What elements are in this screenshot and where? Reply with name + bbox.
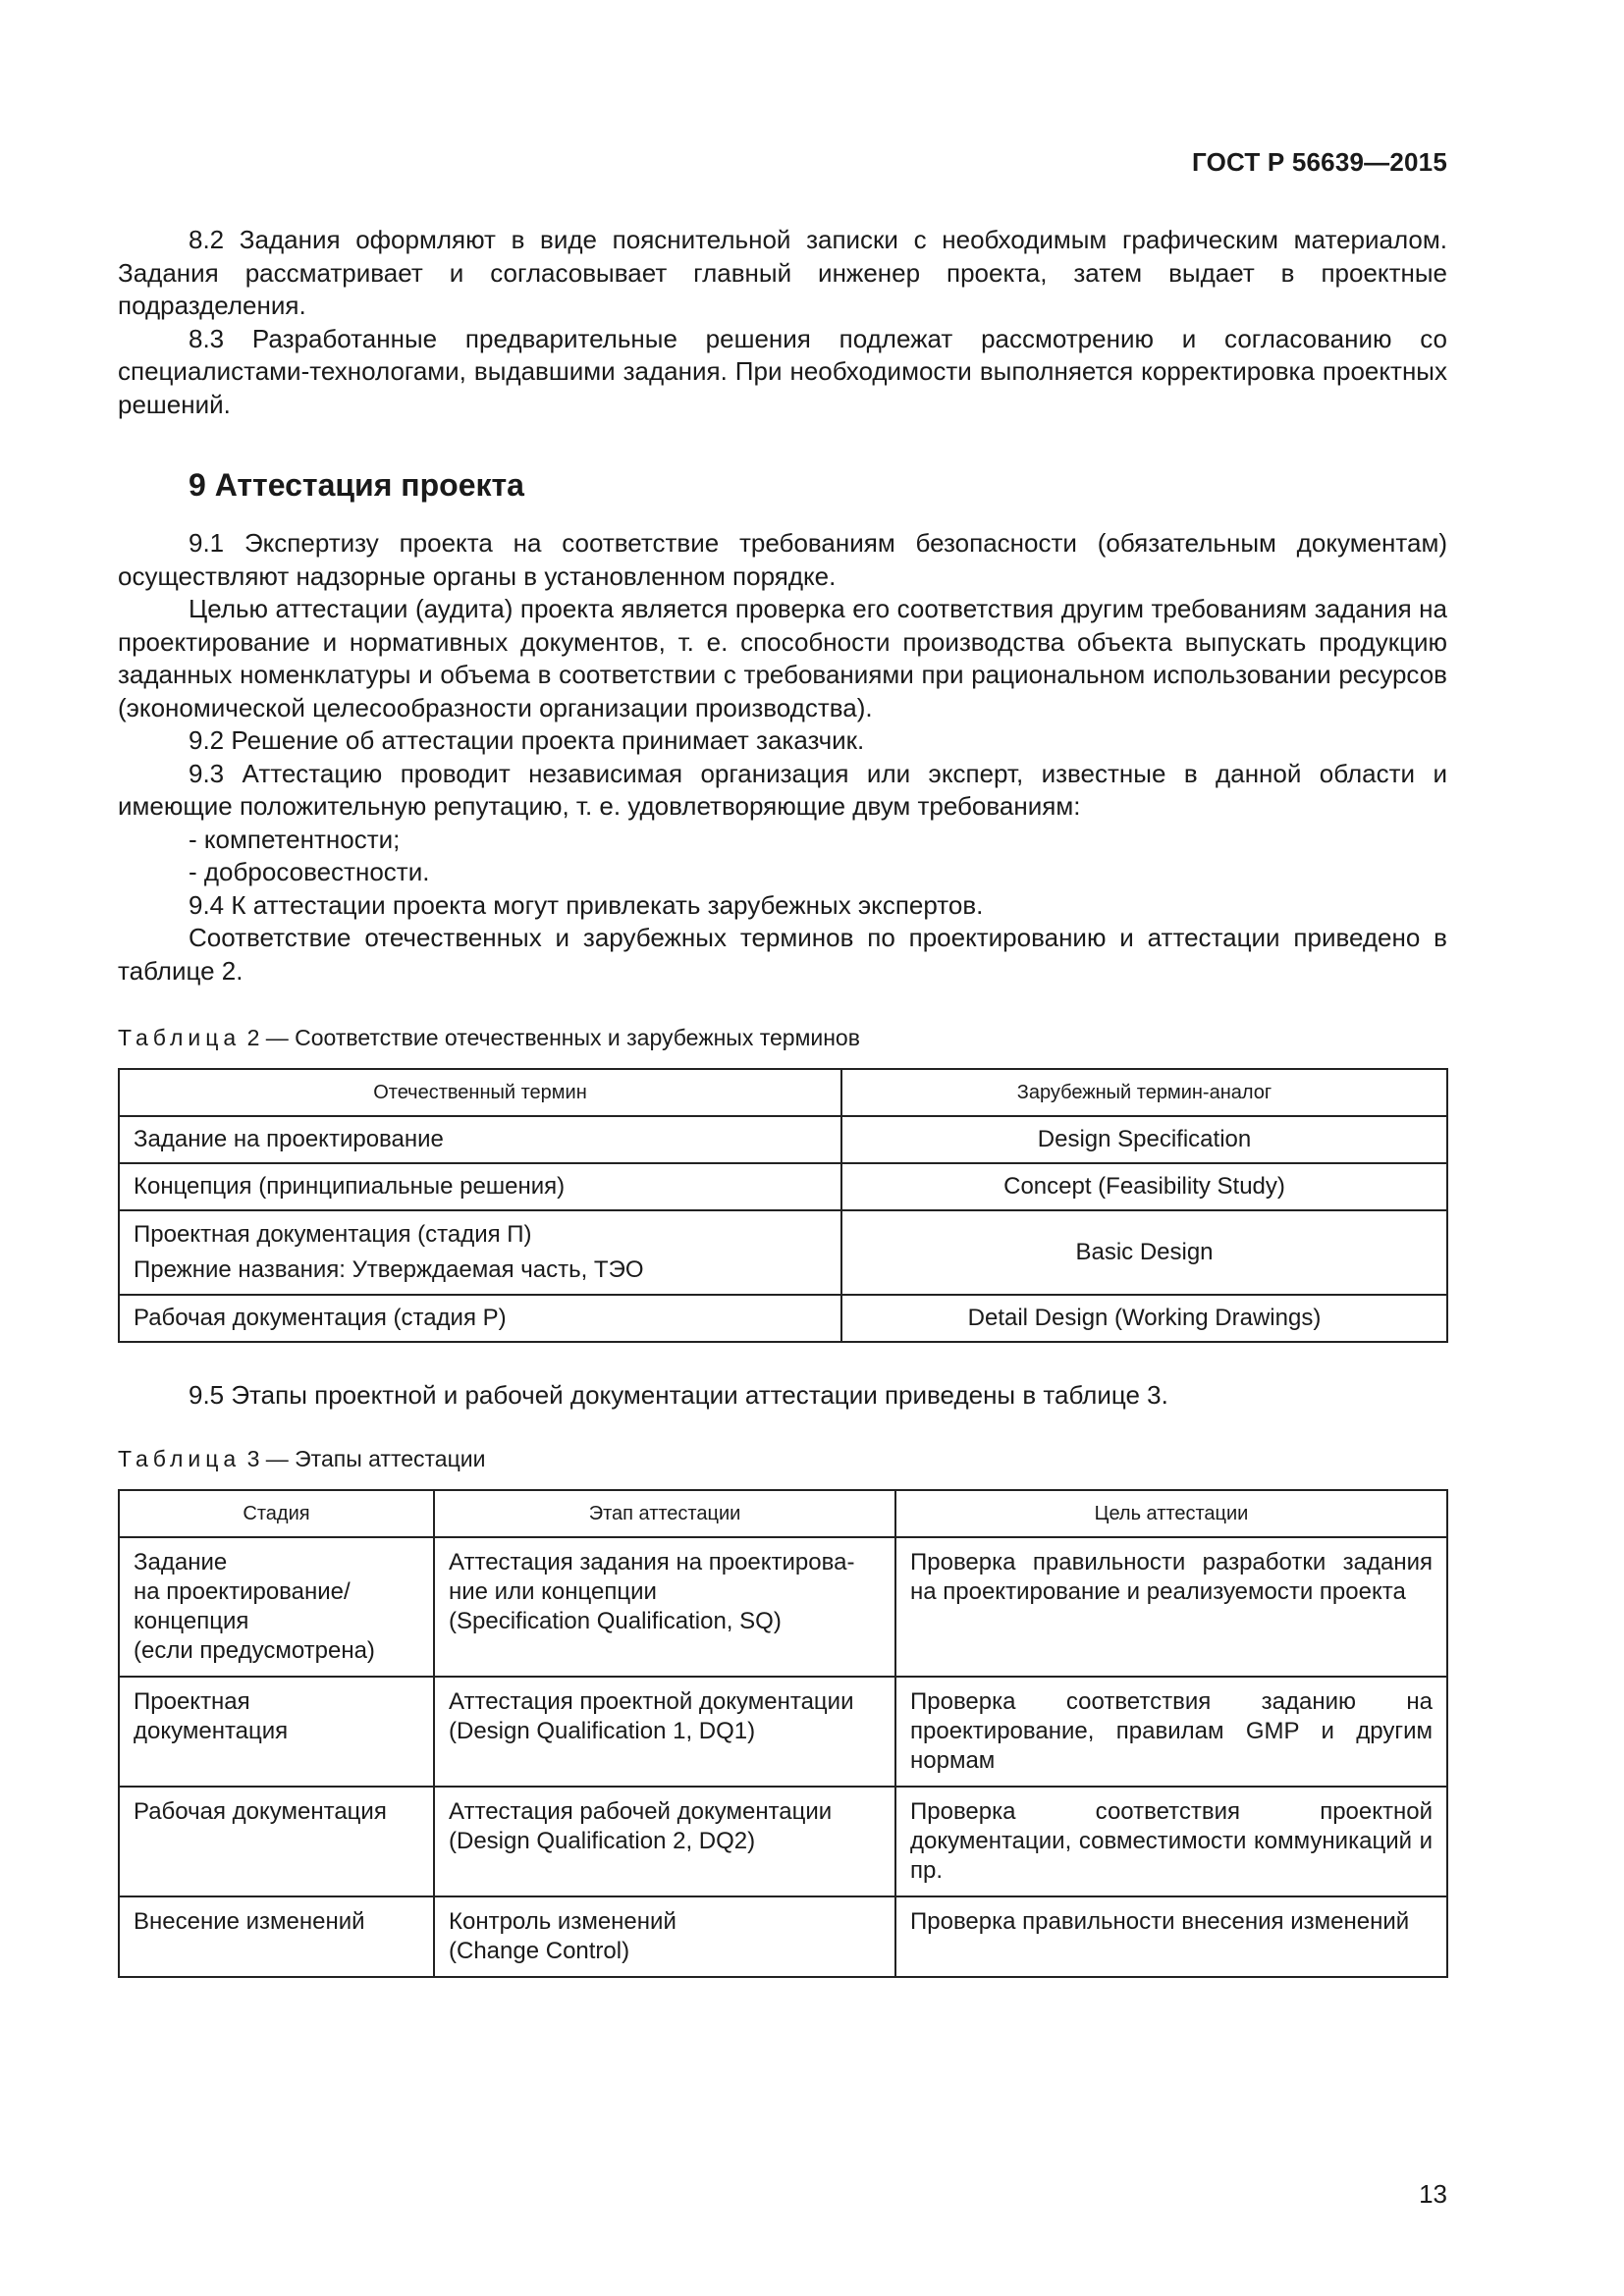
table-cell: Проверка правильности разработки задания на проектирование и реализуемости проекта xyxy=(895,1537,1447,1677)
table-cell: Концепция (принципиальные решения) xyxy=(119,1163,841,1210)
table-cell: Задание на проектирование xyxy=(119,1116,841,1163)
table-row xyxy=(119,1210,1447,1295)
paragraph-9-3: 9.3 Аттестацию проводит независимая организация или эксперт, известные в данной области и имеющие положительную репутацию, т. е. удовлетворяющие двум требованиям: xyxy=(118,758,1447,821)
paragraph-table-2-reference: Соответствие отечественных и зарубежных терминов по проектированию и аттестации приведено в таблице 2. xyxy=(118,923,1447,986)
list-item: - добросовестности. xyxy=(189,857,430,886)
table-cell: Аттестация рабочей документации (Design Qualification 2, DQ2) xyxy=(434,1787,895,1896)
table-caption-text: 2 — Соответствие отечественных и зарубежных терминов xyxy=(241,1025,860,1050)
paragraph-8-3: 8.3 Разработанные предварительные решения подлежат рассмотрению и согласованию со специалистами-технологами, выдавшими задания. При необходимости выполняется корректировка проектных решений. xyxy=(118,323,1447,419)
table-2 xyxy=(118,1068,1448,1343)
table-cell: Рабочая документация xyxy=(119,1787,434,1896)
table-row xyxy=(119,1537,1447,1677)
section-8-text xyxy=(118,224,1447,421)
paragraph-9-5: 9.5 Этапы проектной и рабочей документации аттестации приведены в таблице 3. xyxy=(189,1380,1168,1410)
paragraph-8-2: 8.2 Задания оформляют в виде пояснительной записки с необходимым графическим материалом. Задания рассматривает и согласовывает главный инженер проекта, затем выдает в проектные подразделения. xyxy=(118,225,1447,320)
table-cell: Внесение изменений xyxy=(119,1896,434,1977)
table-cell: Аттестация задания на проектирова- ние или концепции (Specification Qualification, SQ) xyxy=(434,1537,895,1677)
table-cell: Проверка соответствия проектной документации, совместимости коммуникаций и пр. xyxy=(895,1787,1447,1896)
table-row xyxy=(119,1116,1447,1163)
table-cell: Контроль изменений (Change Control) xyxy=(434,1896,895,1977)
table-row xyxy=(119,1787,1447,1896)
table-header-row xyxy=(119,1490,1447,1537)
paragraph-9-4: 9.4 К аттестации проекта могут привлекать зарубежных экспертов. xyxy=(189,889,984,920)
table-header-row xyxy=(119,1069,1447,1116)
table-header-cell: Зарубежный термин-аналог xyxy=(841,1069,1447,1116)
table-cell: Рабочая документация (стадия Р) xyxy=(119,1295,841,1342)
table-caption-text: 3 — Этапы аттестации xyxy=(241,1446,486,1471)
table-cell: Detail Design (Working Drawings) xyxy=(841,1295,1447,1342)
table-row xyxy=(119,1896,1447,1977)
table-2-caption xyxy=(118,1025,860,1051)
table-cell: Проектная документация xyxy=(119,1677,434,1787)
document-code: ГОСТ Р 56639—2015 xyxy=(1192,147,1447,177)
table-header-cell: Отечественный термин xyxy=(119,1069,841,1116)
section-9-title: 9 Аттестация проекта xyxy=(189,467,524,503)
table-header-cell: Этап аттестации xyxy=(434,1490,895,1537)
table-cell: Basic Design xyxy=(841,1210,1447,1295)
paragraph-audit-goal: Целью аттестации (аудита) проекта является проверка его соответствия другим требованиям задания на проектирование и нормативных документов, т. е. способности производства объекта выпускать продукцию заданных номенклатуры и объема в соответствии с требованиями при рациональном использовании ресурсов (экономической целесообразности организации производства). xyxy=(118,594,1447,722)
table-cell: Проверка правильности внесения изменений xyxy=(895,1896,1447,1977)
table-cell xyxy=(119,1210,841,1295)
page-number: 13 xyxy=(1419,2179,1447,2209)
table-3-caption xyxy=(118,1446,485,1472)
table-3 xyxy=(118,1489,1448,1978)
cell-line: Прежние названия: Утверждаемая часть, ТЭО xyxy=(134,1256,644,1283)
list-item: - компетентности; xyxy=(189,824,401,854)
table-caption-label: Таблица xyxy=(118,1446,242,1471)
paragraph-9-2: 9.2 Решение об аттестации проекта принимает заказчик. xyxy=(189,725,865,755)
table-cell: Аттестация проектной документации (Design Qualification 1, DQ1) xyxy=(434,1677,895,1787)
table-row xyxy=(119,1295,1447,1342)
table-row xyxy=(119,1677,1447,1787)
cell-line: Проектная документация (стадия П) xyxy=(134,1221,532,1248)
table-cell: Design Specification xyxy=(841,1116,1447,1163)
table-header-cell: Цель аттестации xyxy=(895,1490,1447,1537)
section-9-text xyxy=(118,527,1447,988)
table-header-cell: Стадия xyxy=(119,1490,434,1537)
table-cell: Проверка соответствия заданию на проектирование, правилам GMP и другим нормам xyxy=(895,1677,1447,1787)
table-cell: Concept (Feasibility Study) xyxy=(841,1163,1447,1210)
paragraph-9-1: 9.1 Экспертизу проекта на соответствие требованиям безопасности (обязательным документам) осуществляют надзорные органы в установленном порядке. xyxy=(118,528,1447,591)
table-caption-label: Таблица xyxy=(118,1025,242,1050)
table-cell: Задание на проектирование/ концепция (если предусмотрена) xyxy=(119,1537,434,1677)
table-row xyxy=(119,1163,1447,1210)
